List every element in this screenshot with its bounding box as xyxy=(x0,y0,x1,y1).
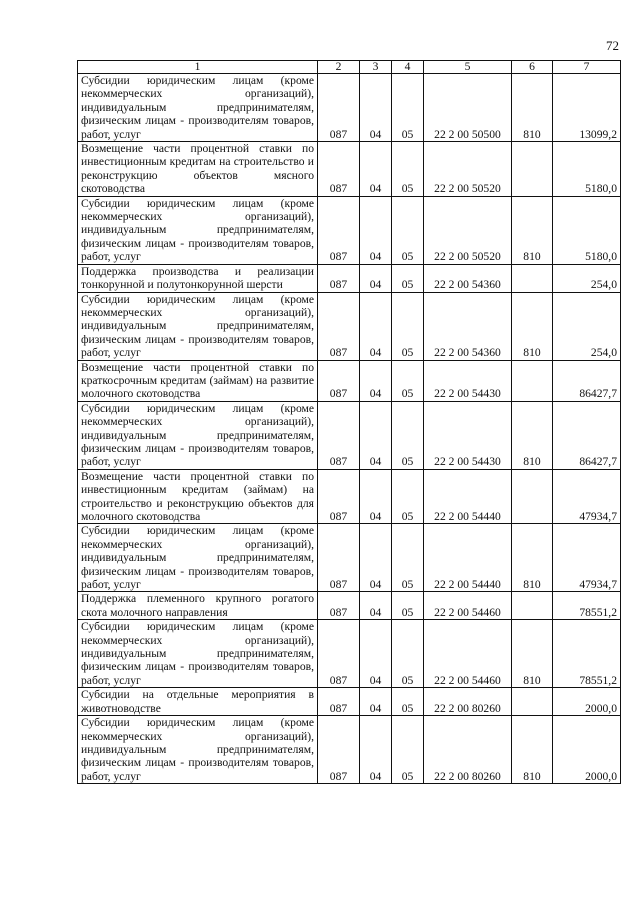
row-amount: 78551,2 xyxy=(553,592,621,620)
budget-table xyxy=(77,60,621,784)
row-amount: 86427,7 xyxy=(553,360,621,401)
row-expense-type xyxy=(512,469,553,524)
row-amount: 254,0 xyxy=(553,292,621,360)
row-ministry-code: 087 xyxy=(318,264,360,292)
row-subsection-code: 05 xyxy=(392,360,424,401)
row-ministry-code: 087 xyxy=(318,74,360,142)
row-section-code: 04 xyxy=(360,469,392,524)
row-ministry-code: 087 xyxy=(318,716,360,784)
row-amount: 47934,7 xyxy=(553,524,621,592)
row-target-article: 22 2 00 54440 xyxy=(424,469,512,524)
header-col-3: 3 xyxy=(360,61,392,74)
row-section-code: 04 xyxy=(360,264,392,292)
row-ministry-code: 087 xyxy=(318,142,360,197)
row-ministry-code: 087 xyxy=(318,292,360,360)
row-section-code: 04 xyxy=(360,524,392,592)
row-amount: 78551,2 xyxy=(553,620,621,688)
row-expense-type: 810 xyxy=(512,196,553,264)
row-name-cell: Возмещение части процентной ставки по инвестиционным кредитам (займам) на строительство и реконструкцию объектов для молочного скотоводства xyxy=(78,469,318,524)
row-subsection-code: 05 xyxy=(392,524,424,592)
table-row xyxy=(78,401,621,469)
row-name-cell: Поддержка племенного крупного рогатого скота молочного направления xyxy=(78,592,318,620)
row-expense-type: 810 xyxy=(512,292,553,360)
row-section-code: 04 xyxy=(360,688,392,716)
row-target-article: 22 2 00 80260 xyxy=(424,716,512,784)
row-ministry-code: 087 xyxy=(318,592,360,620)
row-amount: 5180,0 xyxy=(553,142,621,197)
row-name-cell: Субсидии на отдельные мероприятия в животноводстве xyxy=(78,688,318,716)
row-amount: 86427,7 xyxy=(553,401,621,469)
header-col-7: 7 xyxy=(553,61,621,74)
row-expense-type xyxy=(512,264,553,292)
row-subsection-code: 05 xyxy=(392,620,424,688)
row-section-code: 04 xyxy=(360,360,392,401)
row-expense-type: 810 xyxy=(512,716,553,784)
row-expense-type: 810 xyxy=(512,401,553,469)
table-row xyxy=(78,360,621,401)
row-target-article: 22 2 00 50500 xyxy=(424,74,512,142)
row-section-code: 04 xyxy=(360,716,392,784)
row-name-cell: Возмещение части процентной ставки по инвестиционным кредитам на строительство и реконструкцию объектов мясного скотоводства xyxy=(78,142,318,197)
header-col-1: 1 xyxy=(78,61,318,74)
row-name-cell: Поддержка производства и реализации тонкорунной и полутонкорунной шерсти xyxy=(78,264,318,292)
table-row xyxy=(78,196,621,264)
row-ministry-code: 087 xyxy=(318,196,360,264)
row-subsection-code: 05 xyxy=(392,196,424,264)
row-subsection-code: 05 xyxy=(392,716,424,784)
header-col-2: 2 xyxy=(318,61,360,74)
row-expense-type xyxy=(512,360,553,401)
row-name-cell: Субсидии юридическим лицам (кроме некоммерческих организаций), индивидуальным предпринимателям, физическим лицам - производителям товаров, работ, услуг xyxy=(78,716,318,784)
row-name-cell: Субсидии юридическим лицам (кроме некоммерческих организаций), индивидуальным предпринимателям, физическим лицам - производителям товаров, работ, услуг xyxy=(78,620,318,688)
row-section-code: 04 xyxy=(360,401,392,469)
row-amount: 254,0 xyxy=(553,264,621,292)
table-row xyxy=(78,620,621,688)
row-target-article: 22 2 00 54360 xyxy=(424,264,512,292)
row-ministry-code: 087 xyxy=(318,401,360,469)
row-section-code: 04 xyxy=(360,74,392,142)
row-name-cell: Субсидии юридическим лицам (кроме некоммерческих организаций), индивидуальным предпринимателям, физическим лицам - производителям товаров, работ, услуг xyxy=(78,74,318,142)
row-ministry-code: 087 xyxy=(318,360,360,401)
row-section-code: 04 xyxy=(360,620,392,688)
row-ministry-code: 087 xyxy=(318,620,360,688)
table-row xyxy=(78,524,621,592)
row-subsection-code: 05 xyxy=(392,401,424,469)
row-expense-type xyxy=(512,142,553,197)
row-amount: 2000,0 xyxy=(553,716,621,784)
header-col-4: 4 xyxy=(392,61,424,74)
row-amount: 2000,0 xyxy=(553,688,621,716)
row-subsection-code: 05 xyxy=(392,469,424,524)
row-expense-type: 810 xyxy=(512,74,553,142)
table-row xyxy=(78,142,621,197)
row-expense-type xyxy=(512,592,553,620)
table-body xyxy=(78,74,621,784)
header-col-5: 5 xyxy=(424,61,512,74)
table-row xyxy=(78,716,621,784)
row-subsection-code: 05 xyxy=(392,592,424,620)
row-target-article: 22 2 00 54360 xyxy=(424,292,512,360)
row-amount: 47934,7 xyxy=(553,469,621,524)
row-target-article: 22 2 00 54460 xyxy=(424,592,512,620)
row-expense-type: 810 xyxy=(512,524,553,592)
table-row xyxy=(78,688,621,716)
header-col-6: 6 xyxy=(512,61,553,74)
row-expense-type: 810 xyxy=(512,620,553,688)
row-section-code: 04 xyxy=(360,196,392,264)
row-name-cell: Субсидии юридическим лицам (кроме некоммерческих организаций), индивидуальным предпринимателям, физическим лицам - производителям товаров, работ, услуг xyxy=(78,292,318,360)
header-row xyxy=(78,61,621,74)
page-number: 72 xyxy=(606,38,619,53)
row-amount: 5180,0 xyxy=(553,196,621,264)
row-target-article: 22 2 00 54460 xyxy=(424,620,512,688)
row-expense-type xyxy=(512,688,553,716)
row-ministry-code: 087 xyxy=(318,469,360,524)
row-subsection-code: 05 xyxy=(392,142,424,197)
row-name-cell: Субсидии юридическим лицам (кроме некоммерческих организаций), индивидуальным предпринимателям, физическим лицам - производителям товаров, работ, услуг xyxy=(78,524,318,592)
row-target-article: 22 2 00 50520 xyxy=(424,142,512,197)
row-name-cell: Субсидии юридическим лицам (кроме некоммерческих организаций), индивидуальным предпринимателям, физическим лицам - производителям товаров, работ, услуг xyxy=(78,401,318,469)
row-name-cell: Возмещение части процентной ставки по краткосрочным кредитам (займам) на развитие молочного скотоводства xyxy=(78,360,318,401)
row-target-article: 22 2 00 54430 xyxy=(424,401,512,469)
row-section-code: 04 xyxy=(360,592,392,620)
table-row xyxy=(78,469,621,524)
row-target-article: 22 2 00 50520 xyxy=(424,196,512,264)
row-target-article: 22 2 00 80260 xyxy=(424,688,512,716)
row-subsection-code: 05 xyxy=(392,292,424,360)
row-subsection-code: 05 xyxy=(392,688,424,716)
table-row xyxy=(78,292,621,360)
row-section-code: 04 xyxy=(360,292,392,360)
row-amount: 13099,2 xyxy=(553,74,621,142)
row-subsection-code: 05 xyxy=(392,264,424,292)
row-section-code: 04 xyxy=(360,142,392,197)
table-row xyxy=(78,264,621,292)
table-row xyxy=(78,592,621,620)
row-name-cell: Субсидии юридическим лицам (кроме некоммерческих организаций), индивидуальным предпринимателям, физическим лицам - производителям товаров, работ, услуг xyxy=(78,196,318,264)
row-ministry-code: 087 xyxy=(318,688,360,716)
row-target-article: 22 2 00 54430 xyxy=(424,360,512,401)
row-target-article: 22 2 00 54440 xyxy=(424,524,512,592)
table-row xyxy=(78,74,621,142)
row-ministry-code: 087 xyxy=(318,524,360,592)
row-subsection-code: 05 xyxy=(392,74,424,142)
